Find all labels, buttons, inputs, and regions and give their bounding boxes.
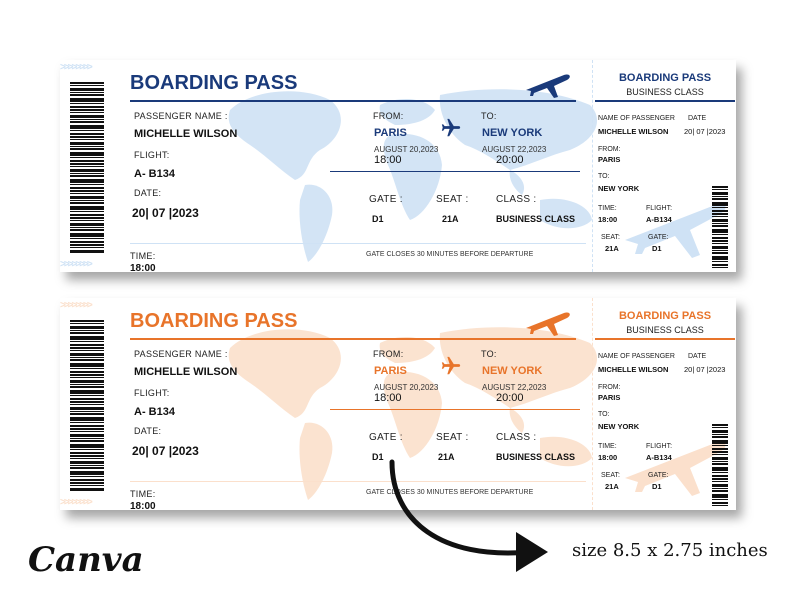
barcode-bar bbox=[70, 357, 104, 358]
barcode-bar bbox=[70, 238, 104, 239]
barcode-bar bbox=[70, 347, 104, 349]
barcode-icon bbox=[70, 82, 104, 254]
barcode-bar bbox=[70, 247, 104, 248]
to-time: 20:00 bbox=[496, 154, 524, 166]
barcode-bar bbox=[70, 187, 104, 189]
barcode-bar bbox=[712, 463, 728, 465]
barcode-bar bbox=[70, 220, 104, 221]
barcode-bar bbox=[712, 219, 728, 222]
barcode-bar bbox=[70, 175, 104, 177]
barcode-bar bbox=[70, 359, 104, 361]
barcode-bar bbox=[70, 148, 104, 150]
stub-date: 20| 07 |2023 bbox=[684, 365, 726, 374]
passenger-name: MICHELLE WILSON bbox=[134, 128, 238, 140]
flight-label: FLIGHT: bbox=[134, 150, 170, 160]
barcode-bar bbox=[70, 92, 104, 93]
passenger-name-label: PASSENGER NAME : bbox=[134, 349, 228, 359]
barcode-bar bbox=[712, 192, 728, 195]
title-underline bbox=[130, 338, 576, 340]
stub-underline bbox=[595, 338, 735, 340]
barcode-bar bbox=[70, 461, 104, 464]
barcode-bar bbox=[70, 109, 104, 111]
stub-class: BUSINESS CLASS bbox=[626, 325, 704, 335]
barcode-bar bbox=[70, 106, 104, 108]
stub-class: BUSINESS CLASS bbox=[626, 87, 704, 97]
barcode-bar bbox=[712, 246, 728, 249]
barcode-bar bbox=[712, 234, 728, 235]
barcode-bar bbox=[712, 202, 728, 206]
class-label: CLASS : bbox=[496, 194, 537, 205]
barcode-bar bbox=[70, 398, 104, 400]
barcode-bar bbox=[712, 436, 728, 438]
gate-closes-notice: GATE CLOSES 30 MINUTES BEFORE DEPARTURE bbox=[366, 251, 534, 258]
barcode-bar bbox=[712, 478, 728, 480]
flight-number: A- B134 bbox=[134, 168, 175, 180]
chevron-pattern-icon: >>>>>>>> bbox=[60, 300, 91, 311]
barcode-bar bbox=[712, 434, 728, 435]
passenger-name-label: PASSENGER NAME : bbox=[134, 111, 228, 121]
barcode-bar bbox=[70, 112, 104, 113]
barcode-bar bbox=[712, 240, 728, 242]
barcode-bar bbox=[712, 216, 728, 217]
route-divider bbox=[330, 171, 580, 172]
barcode-bar bbox=[712, 457, 728, 460]
barcode-bar bbox=[70, 229, 104, 231]
perforation-line bbox=[592, 298, 593, 510]
barcode-bar bbox=[70, 467, 104, 469]
stub-gate-label: GATE: bbox=[648, 234, 669, 241]
stub-seat: 21A bbox=[605, 482, 619, 491]
barcode-bar bbox=[70, 425, 104, 427]
stub-date: 20| 07 |2023 bbox=[684, 127, 726, 136]
barcode-bar bbox=[712, 237, 728, 239]
to-date: AUGUST 22,2023 bbox=[482, 145, 547, 154]
from-date: AUGUST 20,2023 bbox=[374, 383, 439, 392]
ticket-title: BOARDING PASS bbox=[130, 72, 298, 94]
barcode-bar bbox=[70, 465, 104, 466]
barcode-bar bbox=[70, 471, 104, 475]
barcode-bar bbox=[70, 157, 104, 158]
size-note: size 8.5 x 2.75 inches bbox=[572, 540, 768, 561]
title-underline bbox=[130, 100, 576, 102]
barcode-bar bbox=[70, 142, 104, 145]
barcode-bar bbox=[70, 330, 104, 331]
barcode-bar bbox=[712, 427, 728, 428]
barcode-icon bbox=[712, 186, 728, 268]
barcode-bar bbox=[70, 404, 104, 405]
bottom-divider bbox=[130, 481, 586, 482]
time-value: 18:00 bbox=[130, 501, 156, 510]
chevron-pattern-icon: >>>>>>>> bbox=[60, 497, 91, 508]
barcode-bar bbox=[70, 413, 104, 415]
barcode-bar bbox=[70, 179, 104, 183]
time-value: 18:00 bbox=[130, 263, 156, 272]
stub-to-label: TO: bbox=[598, 173, 610, 180]
stub-seat: 21A bbox=[605, 244, 619, 253]
barcode-bar bbox=[70, 214, 104, 216]
from-label: FROM: bbox=[373, 349, 404, 359]
to-time: 20:00 bbox=[496, 392, 524, 404]
barcode-bar bbox=[70, 85, 104, 86]
barcode-bar bbox=[712, 475, 728, 477]
barcode-bar bbox=[712, 424, 728, 426]
time-label: TIME: bbox=[130, 489, 156, 499]
barcode-bar bbox=[70, 152, 104, 156]
barcode-bar bbox=[712, 243, 728, 244]
stub-date-label: DATE bbox=[688, 353, 707, 360]
stub-gate: D1 bbox=[652, 482, 662, 491]
gate-value: D1 bbox=[372, 452, 384, 462]
seat-value: 21A bbox=[438, 452, 455, 462]
barcode-bar bbox=[712, 225, 728, 227]
barcode-bar bbox=[70, 103, 104, 104]
stub-underline bbox=[595, 100, 735, 102]
barcode-bar bbox=[712, 472, 728, 473]
barcode-bar bbox=[70, 374, 104, 376]
gate-closes-notice: GATE CLOSES 30 MINUTES BEFORE DEPARTURE bbox=[366, 489, 534, 496]
barcode-bar bbox=[70, 384, 104, 385]
class-label: CLASS : bbox=[496, 432, 537, 443]
barcode-bar bbox=[70, 202, 104, 204]
barcode-bar bbox=[70, 444, 104, 448]
stub-to: NEW YORK bbox=[598, 422, 640, 431]
barcode-bar bbox=[70, 455, 104, 457]
route-divider bbox=[330, 409, 580, 410]
stub-gate: D1 bbox=[652, 244, 662, 253]
stub-title: BOARDING PASS bbox=[618, 310, 712, 322]
class-value: BUSINESS CLASS bbox=[496, 452, 576, 462]
barcode-bar bbox=[70, 344, 104, 346]
stub-seat-label: SEAT: bbox=[601, 234, 620, 241]
flight-label: FLIGHT: bbox=[134, 388, 170, 398]
boarding-pass-orange bbox=[60, 298, 736, 510]
stub-time-label: TIME: bbox=[598, 205, 617, 212]
barcode-bar bbox=[70, 417, 104, 421]
from-city: PARIS bbox=[374, 365, 407, 377]
barcode-bar bbox=[712, 448, 728, 450]
barcode-icon bbox=[70, 320, 104, 492]
canva-logo: Canva bbox=[28, 540, 144, 580]
barcode-bar bbox=[712, 440, 728, 444]
barcode-bar bbox=[70, 431, 104, 432]
barcode-bar bbox=[712, 461, 728, 462]
class-value: BUSINESS CLASS bbox=[496, 214, 576, 224]
seat-label: SEAT : bbox=[436, 432, 469, 443]
barcode-bar bbox=[712, 467, 728, 471]
barcode-bar bbox=[70, 353, 104, 356]
chevron-pattern-icon: >>>>>>>> bbox=[60, 62, 91, 73]
barcode-bar bbox=[70, 250, 104, 253]
barcode-bar bbox=[712, 264, 728, 266]
from-time: 18:00 bbox=[374, 392, 402, 404]
barcode-bar bbox=[712, 454, 728, 455]
barcode-bar bbox=[70, 166, 104, 167]
barcode-bar bbox=[70, 196, 104, 199]
barcode-bar bbox=[712, 198, 728, 200]
barcode-bar bbox=[712, 494, 728, 498]
stub-from: PARIS bbox=[598, 155, 621, 164]
barcode-bar bbox=[70, 407, 104, 410]
airplane-icon bbox=[524, 306, 572, 336]
barcode-bar bbox=[712, 488, 728, 489]
stub-name-label: NAME OF PASSENGER bbox=[598, 353, 675, 360]
barcode-bar bbox=[70, 377, 104, 378]
date-label: DATE: bbox=[134, 426, 162, 436]
stub-flight-label: FLIGHT: bbox=[646, 205, 673, 212]
barcode-bar bbox=[70, 336, 104, 340]
stub-name: MICHELLE WILSON bbox=[598, 365, 669, 374]
stub-time: 18:00 bbox=[598, 453, 618, 462]
gate-value: D1 bbox=[372, 214, 384, 224]
barcode-bar bbox=[70, 476, 104, 477]
barcode-bar bbox=[70, 160, 104, 162]
barcode-bar bbox=[712, 207, 728, 208]
barcode-bar bbox=[70, 350, 104, 351]
barcode-bar bbox=[712, 189, 728, 190]
barcode-bar bbox=[712, 210, 728, 212]
perforation-line bbox=[592, 60, 593, 272]
stub-name: MICHELLE WILSON bbox=[598, 127, 669, 136]
barcode-bar bbox=[70, 326, 104, 329]
barcode-bar bbox=[70, 125, 104, 129]
stub-flight: A-B134 bbox=[646, 453, 672, 462]
barcode-bar bbox=[70, 98, 104, 102]
barcode-bar bbox=[70, 488, 104, 491]
date-label: DATE: bbox=[134, 188, 162, 198]
barcode-bar bbox=[712, 481, 728, 482]
barcode-bar bbox=[70, 479, 104, 481]
stub-from-label: FROM: bbox=[598, 384, 621, 391]
stub-flight-label: FLIGHT: bbox=[646, 443, 673, 450]
barcode-bar bbox=[712, 252, 728, 254]
stub-to-label: TO: bbox=[598, 411, 610, 418]
barcode-icon bbox=[712, 424, 728, 506]
barcode-bar bbox=[70, 119, 104, 120]
barcode-bar bbox=[70, 206, 104, 210]
barcode-bar bbox=[70, 121, 104, 123]
stub-from-label: FROM: bbox=[598, 146, 621, 153]
barcode-bar bbox=[70, 211, 104, 212]
barcode-bar bbox=[70, 332, 104, 334]
barcode-bar bbox=[70, 395, 104, 396]
barcode-bar bbox=[712, 490, 728, 492]
barcode-bar bbox=[70, 241, 104, 243]
barcode-bar bbox=[712, 223, 728, 224]
date-value: 20| 07 |2023 bbox=[132, 206, 199, 220]
to-city: NEW YORK bbox=[482, 365, 543, 377]
barcode-bar bbox=[712, 186, 728, 188]
barcode-bar bbox=[70, 244, 104, 246]
barcode-bar bbox=[712, 430, 728, 433]
seat-value: 21A bbox=[442, 214, 459, 224]
from-label: FROM: bbox=[373, 111, 404, 121]
barcode-bar bbox=[712, 250, 728, 251]
barcode-bar bbox=[70, 139, 104, 140]
boarding-pass-blue bbox=[60, 60, 736, 272]
barcode-bar bbox=[70, 227, 104, 228]
to-label: TO: bbox=[481, 349, 497, 359]
barcode-bar bbox=[70, 411, 104, 412]
barcode-bar bbox=[70, 323, 104, 324]
barcode-bar bbox=[712, 445, 728, 446]
barcode-bar bbox=[70, 449, 104, 450]
stub-gate-label: GATE: bbox=[648, 472, 669, 479]
airplane-icon bbox=[524, 68, 572, 98]
barcode-bar bbox=[70, 169, 104, 172]
from-time: 18:00 bbox=[374, 154, 402, 166]
barcode-bar bbox=[712, 229, 728, 233]
to-label: TO: bbox=[481, 111, 497, 121]
barcode-bar bbox=[70, 401, 104, 403]
date-value: 20| 07 |2023 bbox=[132, 444, 199, 458]
barcode-bar bbox=[712, 196, 728, 197]
gate-label: GATE : bbox=[369, 432, 403, 443]
barcode-bar bbox=[712, 213, 728, 215]
barcode-bar bbox=[70, 452, 104, 454]
flight-number: A- B134 bbox=[134, 406, 175, 418]
barcode-bar bbox=[70, 223, 104, 226]
stub-date-label: DATE bbox=[688, 115, 707, 122]
time-label: TIME: bbox=[130, 251, 156, 261]
barcode-bar bbox=[70, 386, 104, 388]
barcode-bar bbox=[70, 485, 104, 486]
barcode-bar bbox=[70, 94, 104, 96]
gate-label: GATE : bbox=[369, 194, 403, 205]
barcode-bar bbox=[712, 484, 728, 487]
barcode-bar bbox=[70, 428, 104, 430]
barcode-bar bbox=[712, 499, 728, 500]
barcode-bar bbox=[70, 217, 104, 219]
airplane-icon bbox=[440, 355, 462, 377]
stub-time-label: TIME: bbox=[598, 443, 617, 450]
barcode-bar bbox=[70, 390, 104, 394]
stub-title: BOARDING PASS bbox=[618, 72, 712, 84]
barcode-bar bbox=[70, 371, 104, 373]
barcode-bar bbox=[70, 422, 104, 423]
barcode-bar bbox=[712, 267, 728, 268]
barcode-bar bbox=[70, 341, 104, 342]
barcode-bar bbox=[712, 505, 728, 506]
barcode-bar bbox=[712, 502, 728, 504]
barcode-bar bbox=[70, 173, 104, 174]
seat-label: SEAT : bbox=[436, 194, 469, 205]
passenger-name: MICHELLE WILSON bbox=[134, 366, 238, 378]
to-city: NEW YORK bbox=[482, 127, 543, 139]
barcode-bar bbox=[712, 451, 728, 453]
barcode-bar bbox=[70, 200, 104, 201]
stub-flight: A-B134 bbox=[646, 215, 672, 224]
stub-to: NEW YORK bbox=[598, 184, 640, 193]
barcode-bar bbox=[70, 184, 104, 185]
barcode-bar bbox=[712, 261, 728, 262]
ticket-title: BOARDING PASS bbox=[130, 310, 298, 332]
stub-name-label: NAME OF PASSENGER bbox=[598, 115, 675, 122]
stub-seat-label: SEAT: bbox=[601, 472, 620, 479]
barcode-bar bbox=[70, 438, 104, 439]
barcode-bar bbox=[70, 363, 104, 367]
to-date: AUGUST 22,2023 bbox=[482, 383, 547, 392]
barcode-bar bbox=[70, 136, 104, 138]
airplane-icon bbox=[440, 117, 462, 139]
barcode-bar bbox=[70, 233, 104, 237]
barcode-bar bbox=[70, 115, 104, 118]
bottom-divider bbox=[130, 243, 586, 244]
barcode-bar bbox=[70, 434, 104, 437]
barcode-bar bbox=[70, 88, 104, 91]
chevron-pattern-icon: >>>>>>>> bbox=[60, 259, 91, 270]
barcode-bar bbox=[70, 320, 104, 322]
barcode-bar bbox=[70, 482, 104, 484]
barcode-bar bbox=[70, 146, 104, 147]
barcode-bar bbox=[70, 82, 104, 84]
barcode-bar bbox=[70, 193, 104, 194]
barcode-bar bbox=[70, 368, 104, 369]
barcode-bar bbox=[70, 380, 104, 383]
barcode-bar bbox=[70, 440, 104, 442]
from-city: PARIS bbox=[374, 127, 407, 139]
barcode-bar bbox=[70, 458, 104, 459]
barcode-bar bbox=[70, 163, 104, 165]
stub-from: PARIS bbox=[598, 393, 621, 402]
barcode-bar bbox=[70, 190, 104, 192]
barcode-bar bbox=[712, 256, 728, 260]
barcode-bar bbox=[70, 133, 104, 135]
stub-time: 18:00 bbox=[598, 215, 618, 224]
from-date: AUGUST 20,2023 bbox=[374, 145, 439, 154]
barcode-bar bbox=[70, 130, 104, 131]
